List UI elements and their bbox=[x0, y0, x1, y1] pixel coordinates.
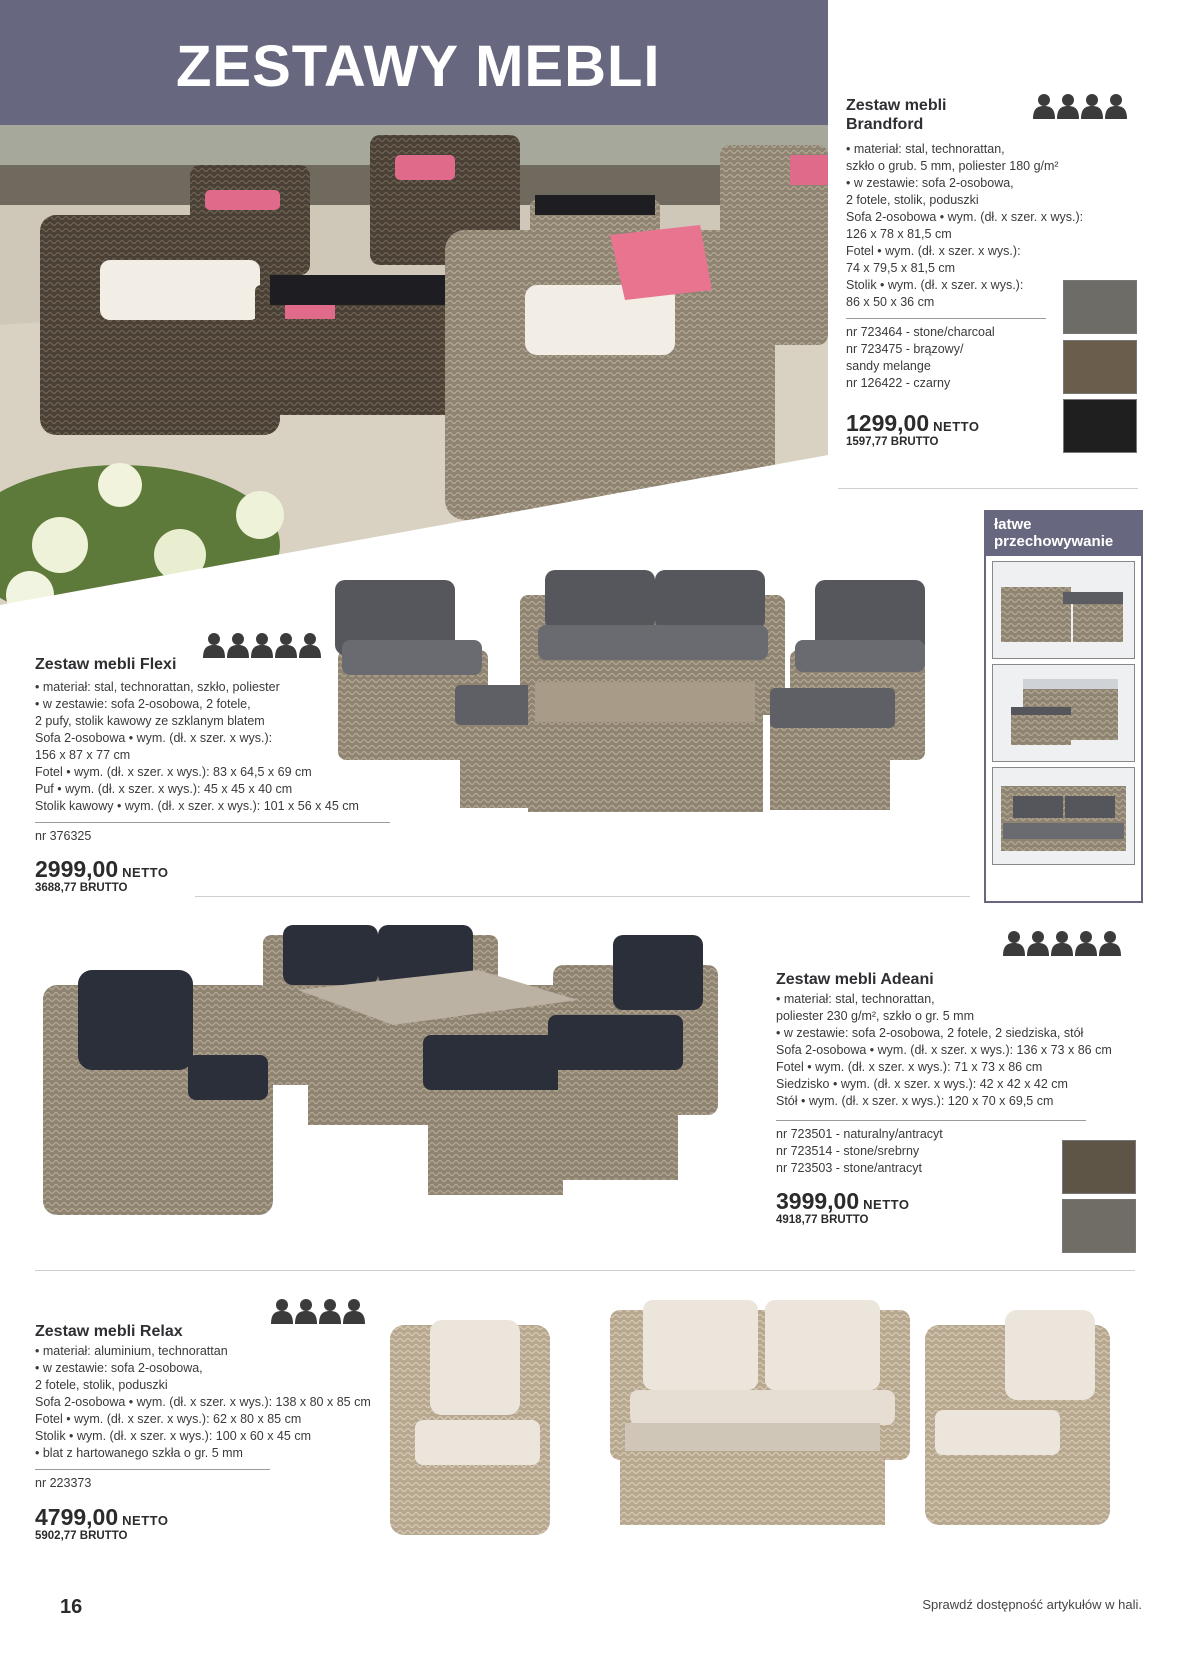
spec-line: Fotel • wym. (dł. x szer. x wys.): 71 x 73 x 86 cm bbox=[776, 1060, 1043, 1074]
easy-storage-panel bbox=[984, 510, 1143, 903]
brandford-title bbox=[846, 96, 946, 134]
person-icon bbox=[274, 632, 298, 658]
spec-line: • materiał: stal, technorattan, bbox=[776, 992, 935, 1006]
flexi-nr: nr 376325 bbox=[35, 829, 92, 843]
divider bbox=[35, 822, 390, 823]
brandford-photo bbox=[0, 125, 828, 605]
person-icon bbox=[1032, 93, 1056, 119]
storage-label-line1: łatwe bbox=[994, 516, 1032, 533]
availability-note: Sprawdź dostępność artykułów w hali. bbox=[922, 1597, 1142, 1612]
relax-price-gross: 5902,77 BRUTTO bbox=[35, 1530, 128, 1542]
person-icon bbox=[1098, 930, 1122, 956]
brandford-title-line2: Brandford bbox=[846, 116, 924, 133]
spec-line: Sofa 2-osobowa • wym. (dł. x szer. x wys.): bbox=[846, 210, 1084, 224]
brandford-specs bbox=[846, 141, 1083, 311]
person-icon bbox=[1050, 930, 1074, 956]
person-icon bbox=[318, 1298, 342, 1324]
flexi-photo bbox=[330, 570, 975, 865]
people-icon bbox=[202, 632, 322, 658]
spec-line: • blat z hartowanego szkła o gr. 5 mm bbox=[35, 1446, 243, 1460]
adeani-specs bbox=[776, 991, 1112, 1110]
spec-line: Fotel • wym. (dł. x szer. x wys.): 62 x 80 x 85 cm bbox=[35, 1412, 302, 1426]
variant-line: sandy melange bbox=[846, 359, 931, 373]
variant-line: nr 723514 - stone/srebrny bbox=[776, 1144, 920, 1158]
spec-line: Puf • wym. (dł. x szer. x wys.): 45 x 45 x 40 cm bbox=[35, 782, 293, 796]
price-label: NETTO bbox=[122, 1513, 169, 1528]
relax-nr: nr 223373 bbox=[35, 1476, 92, 1490]
divider bbox=[35, 1270, 1135, 1271]
page-header-banner bbox=[0, 0, 828, 125]
price-label: NETTO bbox=[933, 419, 980, 434]
people-icon bbox=[270, 1298, 366, 1324]
spec-line: 86 x 50 x 36 cm bbox=[846, 295, 935, 309]
adeani-photo bbox=[38, 925, 728, 1255]
spec-line: Stół • wym. (dł. x szer. x wys.): 120 x 70 x 69,5 cm bbox=[776, 1094, 1054, 1108]
variant-line: nr 723464 - stone/charcoal bbox=[846, 325, 995, 339]
flexi-price-gross: 3688,77 BRUTTO bbox=[35, 882, 128, 894]
spec-line: • materiał: stal, technorattan, szkło, poliester bbox=[35, 680, 280, 694]
person-icon bbox=[1026, 930, 1050, 956]
spec-line: 2 pufy, stolik kawowy ze szklanym blatem bbox=[35, 714, 265, 728]
variant-line: nr 723501 - naturalny/antracyt bbox=[776, 1127, 943, 1141]
divider bbox=[195, 896, 970, 897]
person-icon bbox=[1074, 930, 1098, 956]
page-title: ZESTAWY MEBLI bbox=[176, 34, 661, 99]
swatch-stone bbox=[1062, 1199, 1136, 1253]
flexi-specs bbox=[35, 679, 359, 815]
spec-line: • w zestawie: sofa 2-osobowa, bbox=[846, 176, 1014, 190]
person-icon bbox=[270, 1298, 294, 1324]
price-label: NETTO bbox=[122, 865, 169, 880]
person-icon bbox=[342, 1298, 366, 1324]
adeani-price-gross: 4918,77 BRUTTO bbox=[776, 1214, 869, 1226]
people-icon bbox=[1032, 93, 1128, 119]
spec-line: 2 fotele, stolik, poduszki bbox=[846, 193, 979, 207]
flexi-title: Zestaw mebli Flexi bbox=[35, 656, 177, 673]
person-icon bbox=[294, 1298, 318, 1324]
spec-line: • w zestawie: sofa 2-osobowa, 2 fotele, 2 siedziska, stół bbox=[776, 1026, 1084, 1040]
spec-line: • w zestawie: sofa 2-osobowa, 2 fotele, bbox=[35, 697, 251, 711]
person-icon bbox=[226, 632, 250, 658]
divider bbox=[35, 1469, 270, 1470]
spec-line: Sofa 2-osobowa • wym. (dł. x szer. x wys.): 138 x 80 x 85 cm bbox=[35, 1395, 371, 1409]
swatch-stone-charcoal bbox=[1063, 280, 1137, 334]
price-label: NETTO bbox=[863, 1197, 910, 1212]
spec-line: 156 x 87 x 77 cm bbox=[35, 748, 131, 762]
spec-line: Siedzisko • wym. (dł. x szer. x wys.): 42 x 42 x 42 cm bbox=[776, 1077, 1068, 1091]
storage-thumbnail bbox=[992, 767, 1135, 865]
storage-thumbnail bbox=[992, 664, 1135, 762]
easy-storage-label bbox=[986, 512, 1141, 556]
divider bbox=[776, 1120, 1086, 1121]
relax-specs bbox=[35, 1343, 371, 1462]
spec-line: Sofa 2-osobowa • wym. (dł. x szer. x wys.): 136 x 73 x 86 cm bbox=[776, 1043, 1112, 1057]
variant-line: nr 723503 - stone/antracyt bbox=[776, 1161, 922, 1175]
storage-label-line2: przechowywanie bbox=[994, 533, 1114, 550]
person-icon bbox=[1002, 930, 1026, 956]
brandford-variants bbox=[846, 324, 995, 392]
people-icon bbox=[1002, 930, 1122, 956]
spec-line: Stolik • wym. (dł. x szer. x wys.): bbox=[846, 278, 1024, 292]
variant-line: nr 126422 - czarny bbox=[846, 376, 951, 390]
spec-line: poliester 230 g/m², szkło o gr. 5 mm bbox=[776, 1009, 974, 1023]
relax-title: Zestaw mebli Relax bbox=[35, 1323, 183, 1340]
price-value: 2999,00 bbox=[35, 856, 119, 882]
spec-line: Stolik kawowy • wym. (dł. x szer. x wys.): 101 x 56 x 45 cm bbox=[35, 799, 359, 813]
storage-thumbnail bbox=[992, 561, 1135, 659]
price-value: 3999,00 bbox=[776, 1188, 860, 1214]
swatch-brown bbox=[1063, 340, 1137, 394]
price-value: 1299,00 bbox=[846, 410, 930, 436]
divider bbox=[838, 488, 1138, 489]
person-icon bbox=[202, 632, 226, 658]
spec-line: Fotel • wym. (dł. x szer. x wys.): bbox=[846, 244, 1021, 258]
person-icon bbox=[1080, 93, 1104, 119]
price-value: 4799,00 bbox=[35, 1504, 119, 1530]
person-icon bbox=[1104, 93, 1128, 119]
spec-line: • w zestawie: sofa 2-osobowa, bbox=[35, 1361, 203, 1375]
spec-line: szkło o grub. 5 mm, poliester 180 g/m² bbox=[846, 159, 1059, 173]
person-icon bbox=[250, 632, 274, 658]
variant-line: nr 723475 - brązowy/ bbox=[846, 342, 964, 356]
person-icon bbox=[298, 632, 322, 658]
adeani-variants bbox=[776, 1126, 943, 1177]
brandford-title-line1: Zestaw mebli bbox=[846, 97, 947, 114]
spec-line: 126 x 78 x 81,5 cm bbox=[846, 227, 952, 241]
spec-line: 2 fotele, stolik, poduszki bbox=[35, 1378, 168, 1392]
spec-line: Stolik • wym. (dł. x szer. x wys.): 100 x 60 x 45 cm bbox=[35, 1429, 311, 1443]
adeani-title: Zestaw mebli Adeani bbox=[776, 971, 934, 988]
spec-line: Fotel • wym. (dł. x szer. x wys.): 83 x 64,5 x 69 cm bbox=[35, 765, 312, 779]
spec-line: Sofa 2-osobowa • wym. (dł. x szer. x wys.): bbox=[35, 731, 273, 745]
divider bbox=[846, 318, 1046, 319]
page-number: 16 bbox=[60, 1596, 83, 1618]
spec-line: 74 x 79,5 x 81,5 cm bbox=[846, 261, 956, 275]
person-icon bbox=[1056, 93, 1080, 119]
spec-line: • materiał: aluminium, technorattan bbox=[35, 1344, 228, 1358]
relax-photo bbox=[390, 1295, 1125, 1570]
brandford-price-gross: 1597,77 BRUTTO bbox=[846, 436, 939, 448]
swatch-black bbox=[1063, 399, 1137, 453]
spec-line: • materiał: stal, technorattan, bbox=[846, 142, 1005, 156]
swatch-natural-anthracite bbox=[1062, 1140, 1136, 1194]
